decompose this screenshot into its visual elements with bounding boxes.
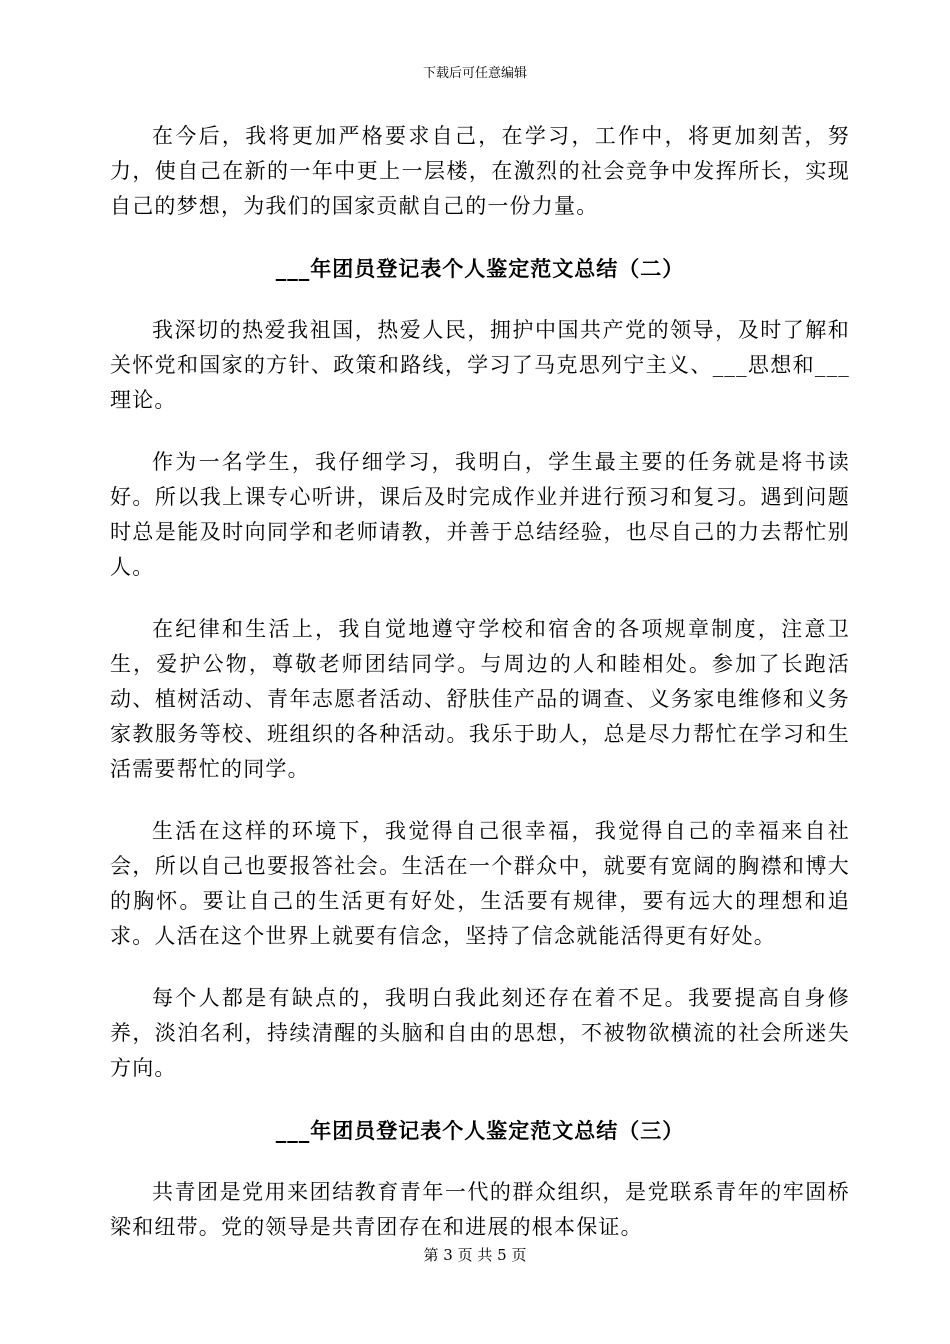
paragraph-happiness: 生活在这样的环境下，我觉得自己很幸福，我觉得自己的幸福来自社会，所以自己也要报答社会。生活在一个群众中，就要有宽阔的胸襟和博大的胸怀。要让自己的生活更有好处，生活要有规律，要有远大的理想和追求。人活在这个世界上就要有信念，坚持了信念就能活得更有好处。 <box>110 819 850 948</box>
section-heading-3: ___年团员登记表个人鉴定范文总结（三） <box>275 1118 685 1143</box>
document-body <box>110 119 850 1245</box>
paragraph-study: 作为一名学生，我仔细学习，我明白，学生最主要的任务就是将书读好。所以我上课专心听讲，课后及时完成作业并进行预习和复习。遇到问题时总是能及时向同学和老师请教，并善于总结经验，也尽自己的力去帮忙别人。 <box>110 450 850 579</box>
section-heading-2: ___年团员登记表个人鉴定范文总结（二） <box>275 256 685 281</box>
page-number: 第 3 页 共 5 页 <box>423 1246 527 1264</box>
paragraph-discipline: 在纪律和生活上，我自觉地遵守学校和宿舍的各项规章制度，注意卫生，爱护公物，尊敬老师团结同学。与周边的人和睦相处。参加了长跑活动、植树活动、青年志愿者活动、舒肤佳产品的调查、义务家电维修和义务家教服务等校、班组织的各种活动。我乐于助人，总是尽力帮忙在学习和生活需要帮忙的同学。 <box>110 617 850 781</box>
paragraph-shortcomings: 每个人都是有缺点的，我明白我此刻还存在着不足。我要提高自身修养，淡泊名利，持续清醒的头脑和自由的思想，不被物欲横流的社会所迷失方向。 <box>110 986 850 1080</box>
paragraph-love-country: 我深切的热爱我祖国，热爱人民，拥护中国共产党的领导，及时了解和关怀党和国家的方针、政策和路线，学习了马克思列宁主义、___思想和___理论。 <box>110 318 850 412</box>
page-header-note: 下载后可任意编辑 <box>422 66 527 81</box>
paragraph-closing: 在今后，我将更加严格要求自己，在学习，工作中，将更加刻苦，努力，使自己在新的一年中更上一层楼，在激烈的社会竞争中发挥所长，实现自己的梦想，为我们的国家贡献自己的一份力量。 <box>110 124 850 218</box>
paragraph-youth-league: 共青团是党用来团结教育青年一代的群众组织，是党联系青年的牢固桥梁和纽带。党的领导是共青团存在和进展的根本保证。 <box>110 1180 850 1239</box>
